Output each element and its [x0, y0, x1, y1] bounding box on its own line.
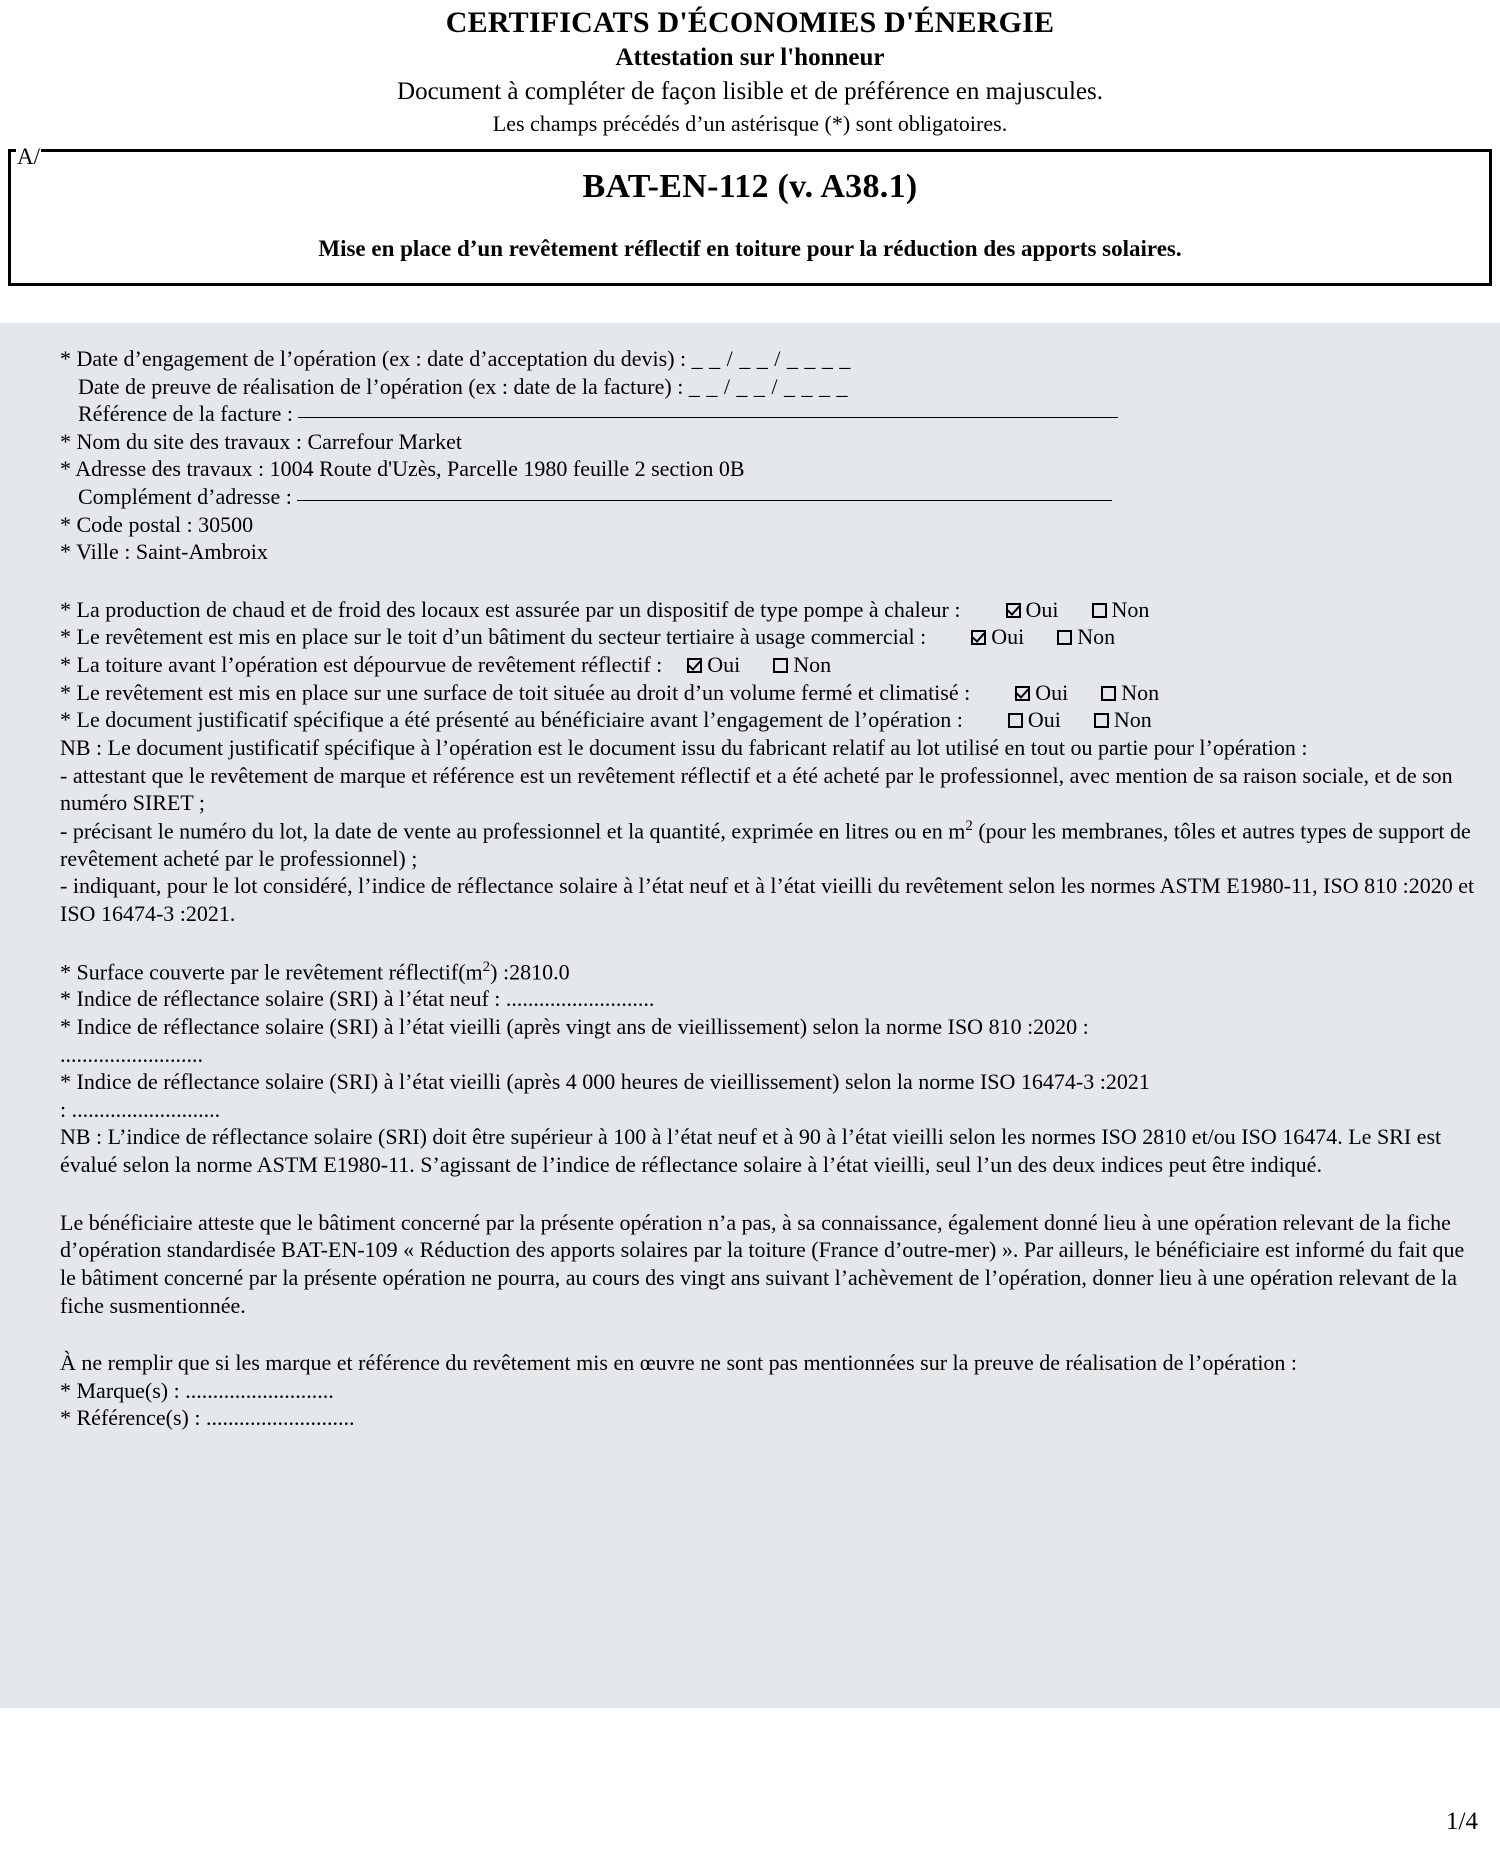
field-row-nom-site	[60, 428, 1484, 456]
field-row-ville	[60, 538, 1484, 566]
fiche-section	[8, 143, 1492, 286]
fiche-code: BAT-EN-112 (v. A38.1)	[582, 167, 918, 205]
marque-input[interactable]: ...........................	[185, 1377, 334, 1403]
sri-neuf-label: * Indice de réflectance solaire (SRI) à l’état neuf :	[60, 986, 506, 1012]
form-body	[0, 323, 1500, 1708]
mandatory-fields-note: Les champs précédés d’un astérisque (*) sont obligatoires.	[492, 110, 1008, 136]
question-label: * Le document justificatif spécifique a été présenté au bénéficiaire avant l’engagement de l’opération :	[60, 707, 963, 733]
bullet-2-superscript: 2	[965, 817, 973, 834]
fiche-box	[8, 149, 1492, 286]
sri-vieilli-iso16474-input[interactable]: : ...........................	[60, 1096, 221, 1122]
bullet-2-text-pre: - précisant le numéro du lot, la date de vente au professionnel et la quantité, exprimée en litres ou en m	[60, 818, 966, 844]
checkbox-non-icon[interactable]	[1092, 603, 1107, 618]
date-engagement-label: * Date d’engagement de l’opération (ex : date d’acceptation du devis) :	[60, 345, 687, 371]
checkbox-group-oui[interactable]	[687, 651, 740, 679]
code-postal-value[interactable]: 30500	[198, 511, 254, 537]
marque-section-intro: À ne remplir que si les marque et référence du revêtement mis en œuvre ne sont pas mentionnées sur la preuve de réalisation de l’opération :	[60, 1350, 1298, 1376]
checkbox-non-label: Non	[1077, 624, 1116, 650]
checkbox-oui-icon[interactable]	[1006, 603, 1021, 618]
nb-justificatif-intro: NB : Le document justificatif spécifique à l’opération est le document issu du fabricant relatif au lot utilisé en tout ou partie pour l’opération :	[60, 734, 1308, 760]
checkbox-non-icon[interactable]	[1094, 713, 1109, 728]
checkbox-oui-label: Oui	[1027, 707, 1061, 733]
reference-facture-label: Référence de la facture :	[78, 401, 293, 427]
checkbox-oui-icon[interactable]	[1008, 713, 1023, 728]
checkbox-group-oui[interactable]	[971, 623, 1024, 651]
section-marker-a: A/	[17, 143, 40, 169]
checkbox-oui-icon[interactable]	[971, 630, 986, 645]
complement-adresse-label: Complément d’adresse :	[78, 484, 292, 510]
field-row-code-postal	[60, 511, 1484, 539]
checkbox-non-label: Non	[1121, 679, 1160, 705]
page-subtitle: Attestation sur l'honneur	[615, 43, 885, 71]
checkbox-oui-label: Oui	[1025, 596, 1059, 622]
field-row-sri-vieilli-iso810	[60, 1013, 1484, 1068]
checkbox-non-icon[interactable]	[773, 658, 788, 673]
question-row-secteur-tertiaire	[60, 623, 1484, 651]
surface-label-superscript: 2	[482, 958, 491, 975]
surface-label-pre: * Surface couverte par le revêtement réflectif(m	[60, 958, 483, 984]
completion-instruction: Document à compléter de façon lisible et de préférence en majuscules.	[397, 77, 1103, 105]
attestation-paragraph: Le bénéficiaire atteste que le bâtiment concerné par la présente opération n’a pas, à sa connaissance, également donné lieu à une opération relevant de la fiche d’opération standardisée BAT-EN-109 « Réduction des apports solaires par la toiture (France d’outre-mer) ». Par ailleurs, le bénéficiaire est informé du fait que le bâtiment concerné par la présente opération ne pourra, au cours des vingt ans suivant l’achèvement de l’opération, donner lieu à une opération relevant de la fiche susmentionnée.	[60, 1209, 1465, 1318]
checkbox-oui-icon[interactable]	[1015, 686, 1030, 701]
sri-vieilli-iso810-input[interactable]: ..........................	[60, 1041, 203, 1067]
sri-vieilli-iso810-label: * Indice de réflectance solaire (SRI) à l’état vieilli (après vingt ans de vieillissement) selon la norme ISO 810 :2020 :	[60, 1014, 1089, 1040]
reference-label: * Référence(s) :	[60, 1405, 206, 1431]
document-header	[0, 0, 1500, 137]
checkbox-group-non[interactable]	[1101, 679, 1159, 707]
code-postal-label: * Code postal :	[60, 511, 193, 537]
reference-input[interactable]: ...........................	[205, 1405, 355, 1431]
checkbox-non-icon[interactable]	[1057, 630, 1072, 645]
question-row-volume-ferme-climatise	[60, 679, 1484, 707]
field-row-date-preuve	[60, 373, 1484, 401]
adresse-label: * Adresse des travaux :	[60, 456, 265, 482]
field-row-marque	[60, 1377, 1484, 1405]
question-label: * Le revêtement est mis en place sur une surface de toit située au droit d’un volume fermé et climatisé :	[60, 679, 971, 705]
adresse-value[interactable]: 1004 Route d'Uzès, Parcelle 1980 feuille 2 section 0B	[269, 456, 745, 482]
checkbox-group-oui[interactable]	[1006, 596, 1059, 624]
question-row-pompe-a-chaleur	[60, 596, 1484, 624]
field-row-surface-couverte	[60, 958, 1484, 986]
question-label: * La toiture avant l’opération est dépourvue de revêtement réflectif :	[60, 652, 663, 678]
checkbox-group-non[interactable]	[1094, 706, 1152, 734]
bullet-2-text-post: (pour les membranes, tôles et autres types de support de revêtement acheté par le professionnel) ;	[60, 818, 1471, 871]
checkbox-oui-label: Oui	[1035, 679, 1069, 705]
checkbox-group-oui[interactable]	[1008, 706, 1061, 734]
checkbox-oui-label: Oui	[991, 624, 1025, 650]
field-row-reference	[60, 1404, 1484, 1432]
field-row-sri-vieilli-iso16474	[60, 1068, 1484, 1123]
checkbox-group-non[interactable]	[773, 651, 831, 679]
question-label: * La production de chaud et de froid des locaux est assurée par un dispositif de type pompe à chaleur :	[60, 596, 961, 622]
page-title: CERTIFICATS D'ÉCONOMIES D'ÉNERGIE	[445, 6, 1055, 39]
ville-value[interactable]: Saint-Ambroix	[135, 539, 268, 565]
question-label: * Le revêtement est mis en place sur le toit d’un bâtiment du secteur tertiaire à usage commercial :	[60, 624, 927, 650]
date-preuve-label: Date de preuve de réalisation de l’opération (ex : date de la facture) :	[78, 373, 684, 399]
field-row-reference-facture	[60, 400, 1484, 428]
date-preuve-input[interactable]: _ _ / _ _ / _ _ _ _	[688, 373, 849, 399]
checkbox-non-icon[interactable]	[1101, 686, 1116, 701]
ville-label: * Ville :	[60, 539, 131, 565]
checkbox-non-label: Non	[1111, 596, 1150, 622]
checkbox-non-label: Non	[1113, 707, 1152, 733]
sri-vieilli-iso16474-label: * Indice de réflectance solaire (SRI) à l’état vieilli (après 4 000 heures de vieillissement) selon la norme ISO 16474-3 :2021	[60, 1069, 1150, 1095]
checkbox-group-non[interactable]	[1092, 596, 1150, 624]
nb-justificatif-bullet-3: - indiquant, pour le lot considéré, l’indice de réflectance solaire à l’état neuf et à l’état vieilli du revêtement selon les normes ASTM E1980-11, ISO 810 :2020 et ISO 16474-3 :2021.	[60, 873, 1475, 926]
marque-label: * Marque(s) :	[60, 1377, 186, 1403]
checkbox-group-oui[interactable]	[1015, 679, 1068, 707]
date-engagement-input[interactable]: _ _ / _ _ / _ _ _ _	[691, 345, 851, 371]
nom-site-label: * Nom du site des travaux :	[60, 428, 302, 454]
page-number: 1/4	[1446, 1808, 1478, 1835]
field-row-date-engagement	[60, 345, 1484, 373]
reference-facture-input[interactable]	[298, 401, 1118, 418]
nb-sri-note: NB : L’indice de réflectance solaire (SRI) doit être supérieur à 100 à l’état neuf et à 90 à l’état vieilli selon les normes ISO 2810 et/ou ISO 16474. Le SRI est évalué selon la norme ASTM E1980-11. S’agissant de l’indice de réflectance solaire à l’état vieilli, seul l’un des deux indices peut être indiqué.	[60, 1124, 1442, 1178]
checkbox-oui-icon[interactable]	[687, 658, 702, 673]
checkbox-oui-label: Oui	[707, 652, 741, 678]
field-row-adresse	[60, 455, 1484, 483]
surface-value[interactable]: 2810.0	[509, 958, 570, 984]
nb-justificatif-bullet-1: - attestant que le revêtement de marque et référence est un revêtement réflectif et a été acheté par le professionnel, avec mention de sa raison sociale, et de son numéro SIRET ;	[60, 762, 1453, 816]
nb-justificatif-bullet-2	[60, 817, 1484, 873]
complement-adresse-input[interactable]	[297, 484, 1112, 501]
field-row-sri-neuf	[60, 985, 1484, 1013]
question-row-document-justificatif	[60, 706, 1484, 734]
question-row-toiture-depourvue	[60, 651, 1484, 679]
field-row-complement	[60, 483, 1484, 511]
fiche-description: Mise en place d’un revêtement réflectif en toiture pour la réduction des apports solaires.	[318, 235, 1182, 261]
checkbox-non-label: Non	[793, 652, 832, 678]
checkbox-group-non[interactable]	[1057, 623, 1115, 651]
surface-label-post: ) :	[490, 958, 510, 984]
nom-site-value[interactable]: Carrefour Market	[307, 428, 463, 454]
sri-neuf-input[interactable]: ...........................	[505, 986, 655, 1012]
